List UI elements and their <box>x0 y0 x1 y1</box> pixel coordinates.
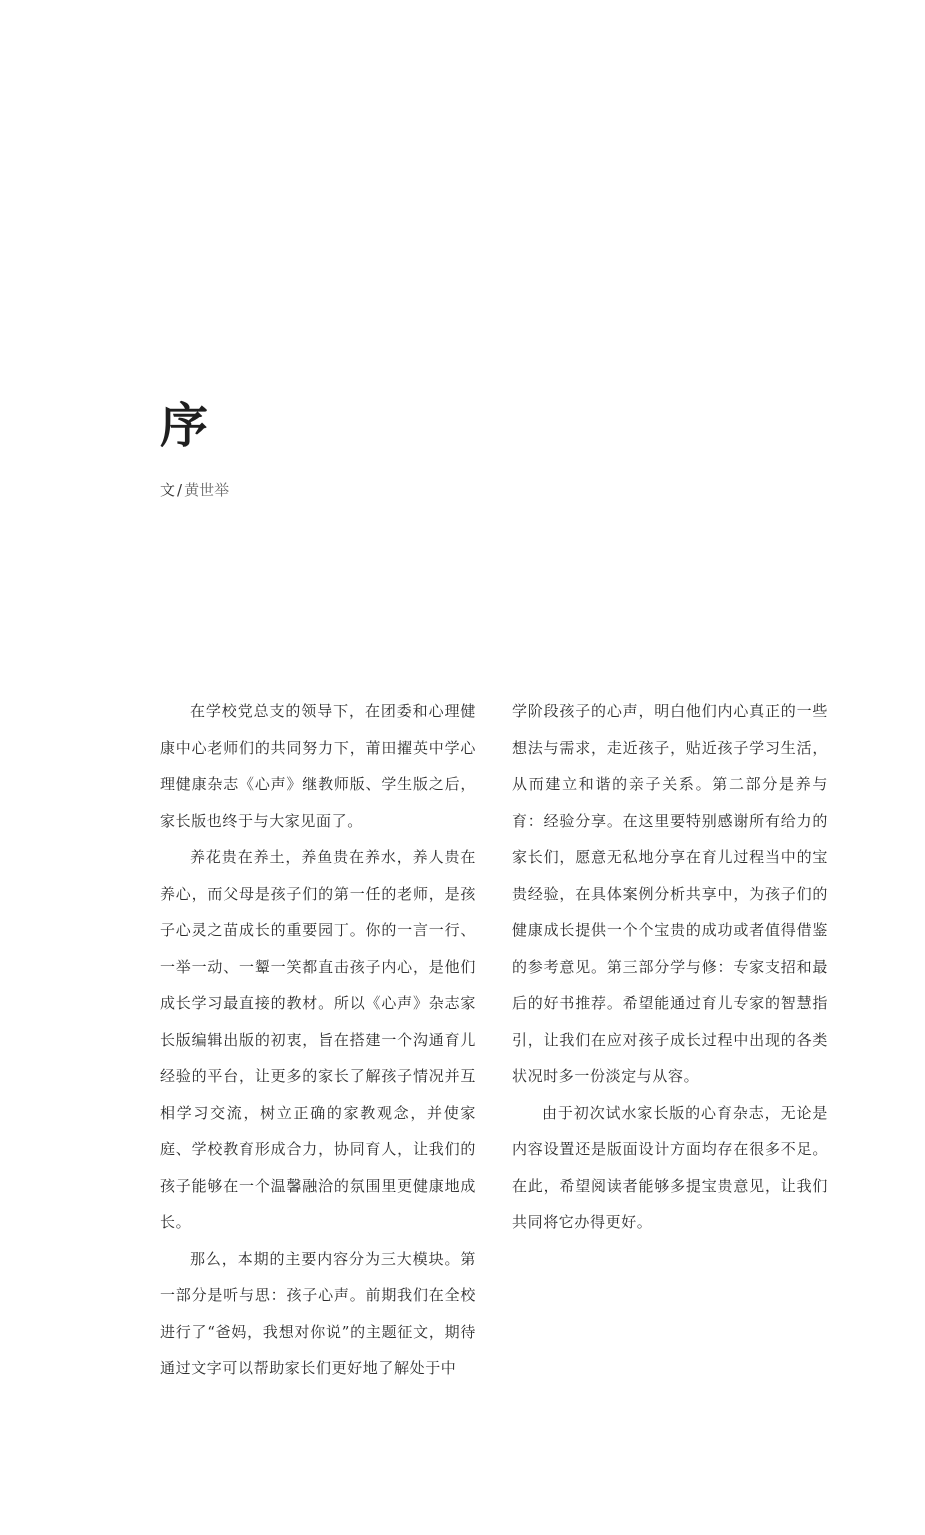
left-text-column <box>160 693 476 1387</box>
page-title: 序 <box>160 398 209 454</box>
paragraph-contents-continued: 学阶段孩子的心声，明白他们内心真正的一些想法与需求，走近孩子，贴近孩子学习生活，从而建立和谐的亲子关系。第二部分是养与育：经验分享。在这里要特别感谢所有给力的家长们，愿意无私地分享在育儿过程当中的宝贵经验，在具体案例分析共享中，为孩子们的健康成长提供一个个宝贵的成功或者值得借鉴的参考意见。第三部分学与修：专家支招和最后的好书推荐。希望能通过育儿专家的智慧指引，让我们在应对孩子成长过程中出现的各类状况时多一份淡定与从容。 <box>512 702 828 1085</box>
paragraph-closing: 由于初次试水家长版的心育杂志，无论是内容设置还是版面设计方面均存在很多不足。在此，希望阅读者能够多提宝贵意见，让我们共同将它办得更好。 <box>512 1103 828 1231</box>
byline-separator: / <box>177 481 183 499</box>
paragraph-contents-start: 那么，本期的主要内容分为三大模块。第一部分是听与思：孩子心声。前期我们在全校进行了“爸妈，我想对你说”的主题征文，期待通过文字可以帮助家长们更好地了解处于中 <box>160 1249 476 1377</box>
byline-prefix: 文 <box>160 481 176 499</box>
byline <box>160 480 229 500</box>
paragraph-parenting: 养花贵在养土，养鱼贵在养水，养人贵在养心，而父母是孩子们的第一任的老师，是孩子心灵之苗成长的重要园丁。你的一言一行、一举一动、一颦一笑都直击孩子内心，是他们成长学习最直接的教材。所以《心声》杂志家长版编辑出版的初衷，旨在搭建一个沟通育儿经验的平台，让更多的家长了解孩子情况并互相学习交流，树立正确的家教观念，并使家庭、学校教育形成合力，协同育人，让我们的孩子能够在一个温馨融洽的氛围里更健康地成长。 <box>160 848 476 1231</box>
paragraph-intro: 在学校党总支的领导下，在团委和心理健康中心老师们的共同努力下，莆田擢英中学心理健康杂志《心声》继教师版、学生版之后，家长版也终于与大家见面了。 <box>160 702 476 830</box>
right-text-column <box>512 693 828 1241</box>
author-name: 黄世举 <box>184 481 230 499</box>
